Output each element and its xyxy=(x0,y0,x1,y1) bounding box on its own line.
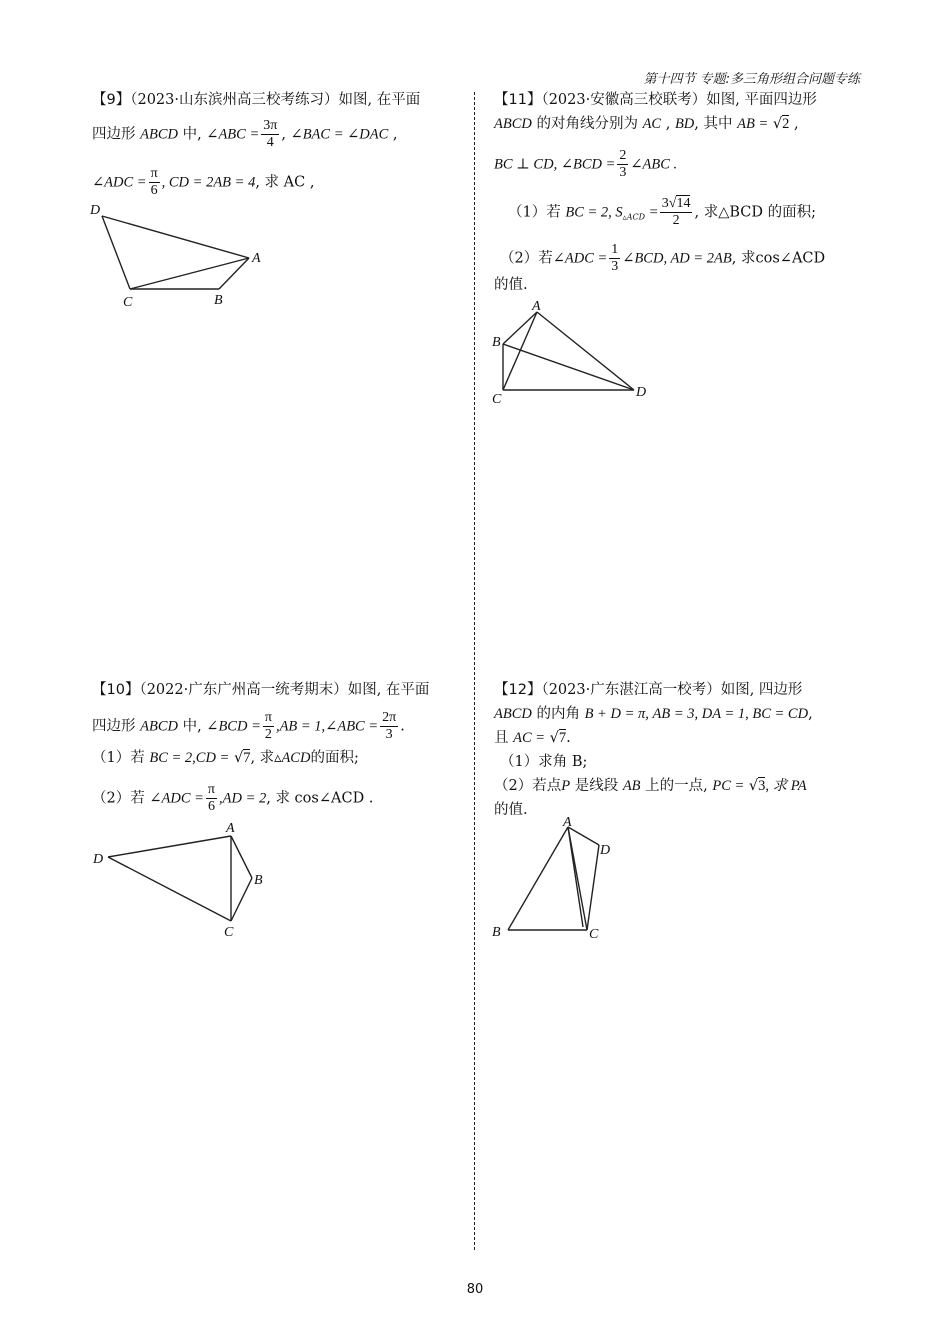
question-ask: , 求 PA xyxy=(765,778,807,794)
fraction: $\frac{\pi}{2}$ xyxy=(264,710,272,742)
math-angle: ∠ADC = xyxy=(92,174,147,191)
question-ask: , 求 cos∠ACD . xyxy=(266,790,374,807)
text-segment: , xyxy=(665,116,671,132)
label-b: B xyxy=(492,925,501,940)
label-b: B xyxy=(492,335,501,350)
label-d: D xyxy=(90,203,101,218)
math-angle: ∠ADC = xyxy=(149,790,204,807)
sub-question: （1）求角 B; xyxy=(500,754,588,770)
label-c: C xyxy=(492,392,502,407)
math-ac: AC = xyxy=(513,730,546,746)
problem-source: （2022·广东广州高一统考期末） xyxy=(139,682,348,698)
label-a: A xyxy=(252,251,261,266)
sqrt-expr: √7 xyxy=(549,730,567,746)
sqrt-expr: √7 xyxy=(233,750,251,766)
text-segment: 中, xyxy=(182,718,202,735)
edge-ac xyxy=(503,312,537,390)
text-segment: 的值. xyxy=(494,802,528,818)
text-segment: 且 xyxy=(494,730,509,746)
page-number: 80 xyxy=(466,1282,484,1297)
text-segment: 是线段 xyxy=(574,778,619,794)
text-segment: 的值. xyxy=(494,277,528,293)
label-b: B xyxy=(254,873,263,888)
text-segment: 的内角 xyxy=(536,706,580,722)
math-cond: BC = 2 xyxy=(565,204,609,221)
math-segment: AB xyxy=(622,778,641,794)
math-cond: BC = 2,CD = xyxy=(149,750,230,766)
problem-intro: 如图, 平面四边形 xyxy=(706,92,817,108)
fraction: $\frac{3√14}{2}$ xyxy=(661,196,691,228)
text-segment: 四边形 xyxy=(92,126,136,143)
edge-dc xyxy=(108,857,231,921)
label-a: A xyxy=(532,299,541,314)
edge-da xyxy=(102,216,249,258)
edge-bc xyxy=(231,878,252,921)
edge-da xyxy=(108,836,231,857)
edge-ad xyxy=(568,827,599,845)
edge-ba xyxy=(219,258,249,289)
figure-p10 xyxy=(88,815,288,940)
math-quad: ABCD xyxy=(140,718,178,735)
edge-ab xyxy=(231,836,252,878)
text-segment: , xyxy=(281,126,286,143)
math-quad: ABCD xyxy=(494,706,532,722)
question-ask: , 求 AC , xyxy=(255,174,315,191)
math-area: , S xyxy=(608,204,623,221)
math-bd: BD xyxy=(674,116,695,132)
math-angle-eq: ∠BAC = ∠DAC xyxy=(290,126,389,143)
math-sum: B + D = π xyxy=(584,706,646,722)
math-cond: , AD = 2AB xyxy=(663,250,732,267)
label-c: C xyxy=(589,927,599,942)
text-segment: , xyxy=(793,116,799,132)
label-a: A xyxy=(563,815,572,830)
diagonal-ca xyxy=(130,258,249,289)
math-angle: ∠ABC . xyxy=(630,156,678,173)
question-ask: , 求cos∠ACD xyxy=(731,250,826,267)
problem-source: （2023·安徽高三校联考） xyxy=(541,92,707,108)
label-d: D xyxy=(636,385,647,400)
label-d: D xyxy=(600,843,611,858)
problem-number: 【11】 xyxy=(494,92,542,108)
label-c: C xyxy=(123,295,133,310)
text-segment: 的对角线分别为 xyxy=(536,116,638,132)
sub-question-label: （1）若 xyxy=(92,750,145,766)
fraction: $\frac{2}{3}$ xyxy=(619,148,627,180)
label-d: D xyxy=(93,852,104,867)
question-ask: , 求△BCD 的面积; xyxy=(694,204,816,221)
text-segment: , xyxy=(392,126,398,143)
problem-intro: 如图, 在平面 xyxy=(347,682,430,698)
math-cond: , CD = 2AB = 4 xyxy=(161,174,256,191)
problem-source: （2023·山东滨州高三校考练习） xyxy=(130,92,339,108)
problem-12 xyxy=(494,678,874,818)
sqrt-expr: √2 xyxy=(772,116,790,132)
math-quad: ABCD xyxy=(140,126,178,143)
figure-p9 xyxy=(85,198,285,308)
math-point: P xyxy=(561,778,571,794)
text-segment: 中, xyxy=(182,126,202,143)
problem-11 xyxy=(494,88,874,298)
text-segment: . xyxy=(566,730,571,746)
sqrt-expr: √3 xyxy=(748,778,766,794)
edge-ab xyxy=(503,312,537,344)
text-segment: 上的一点, xyxy=(645,778,708,794)
math-perp: BC ⊥ CD xyxy=(494,156,554,173)
edge-dc xyxy=(102,216,130,289)
problem-number: 【10】 xyxy=(92,682,140,698)
label-a: A xyxy=(226,821,235,836)
math-cond: , BC = CD xyxy=(745,706,809,722)
sub-question-label: （2）若点 xyxy=(494,778,562,794)
math-cond: ,AD = 2 xyxy=(218,790,267,807)
math-quad: ABCD xyxy=(494,116,532,132)
edge-bd xyxy=(503,344,634,390)
math-ab: AB = xyxy=(737,116,769,132)
math-angle: , ∠BCD = xyxy=(553,156,616,173)
problem-intro: 如图, 四边形 xyxy=(720,682,803,698)
problem-number: 【9】 xyxy=(92,92,131,108)
fraction: $\frac{1}{3}$ xyxy=(611,242,619,274)
math-ac: AC xyxy=(642,116,662,132)
text-segment: , xyxy=(808,706,813,722)
text-segment: , 求 xyxy=(250,750,275,766)
problem-intro: 如图, 在平面 xyxy=(338,92,421,108)
problem-10 xyxy=(92,678,467,814)
sub-question-label: （2）若 xyxy=(500,250,553,267)
edge-dc xyxy=(587,845,599,930)
section-header: 第十四节 专题:多三角形组合问题专练 xyxy=(643,72,860,87)
fraction: $\frac{\pi}{6}$ xyxy=(150,166,158,198)
math-cond: ,AB = 1,∠ABC = xyxy=(275,718,379,735)
question-ask: 的面积; xyxy=(310,750,359,766)
sub-question-label: （1）若 xyxy=(508,204,561,221)
figure-p12 xyxy=(488,810,638,945)
text-segment: . xyxy=(400,718,405,735)
column-divider xyxy=(474,92,475,1250)
edge-ad xyxy=(537,312,634,390)
text-segment: = xyxy=(649,204,658,221)
sub-question-label: （2）若 xyxy=(92,790,145,807)
fraction: $\frac{\pi}{6}$ xyxy=(207,782,215,814)
text-segment: , 其中 xyxy=(694,116,733,132)
math-subscript: ▵ACD xyxy=(622,212,645,222)
text-segment: 四边形 xyxy=(92,718,136,735)
problem-source: （2023·广东湛江高一校考） xyxy=(541,682,721,698)
math-triangle: ▵ACD xyxy=(274,750,311,766)
figure-p11 xyxy=(490,298,660,408)
math-cond: , AB = 3 xyxy=(645,706,695,722)
math-cond: , DA = 1 xyxy=(694,706,746,722)
math-angle: ∠BCD = xyxy=(206,718,261,735)
edge-ba xyxy=(508,827,568,930)
math-angle: ∠BCD xyxy=(622,250,664,267)
math-cond: PC = xyxy=(712,778,745,794)
fraction: $\frac{2\pi}{3}$ xyxy=(382,710,397,742)
math-angle: ∠ABC = xyxy=(206,126,260,143)
segment-pc xyxy=(568,827,583,927)
label-b: B xyxy=(214,293,223,308)
math-angle: ∠ADC = xyxy=(552,250,608,267)
problem-number: 【12】 xyxy=(494,682,542,698)
fraction: $\frac{3\pi}{4}$ xyxy=(263,118,278,150)
label-c: C xyxy=(224,925,234,940)
